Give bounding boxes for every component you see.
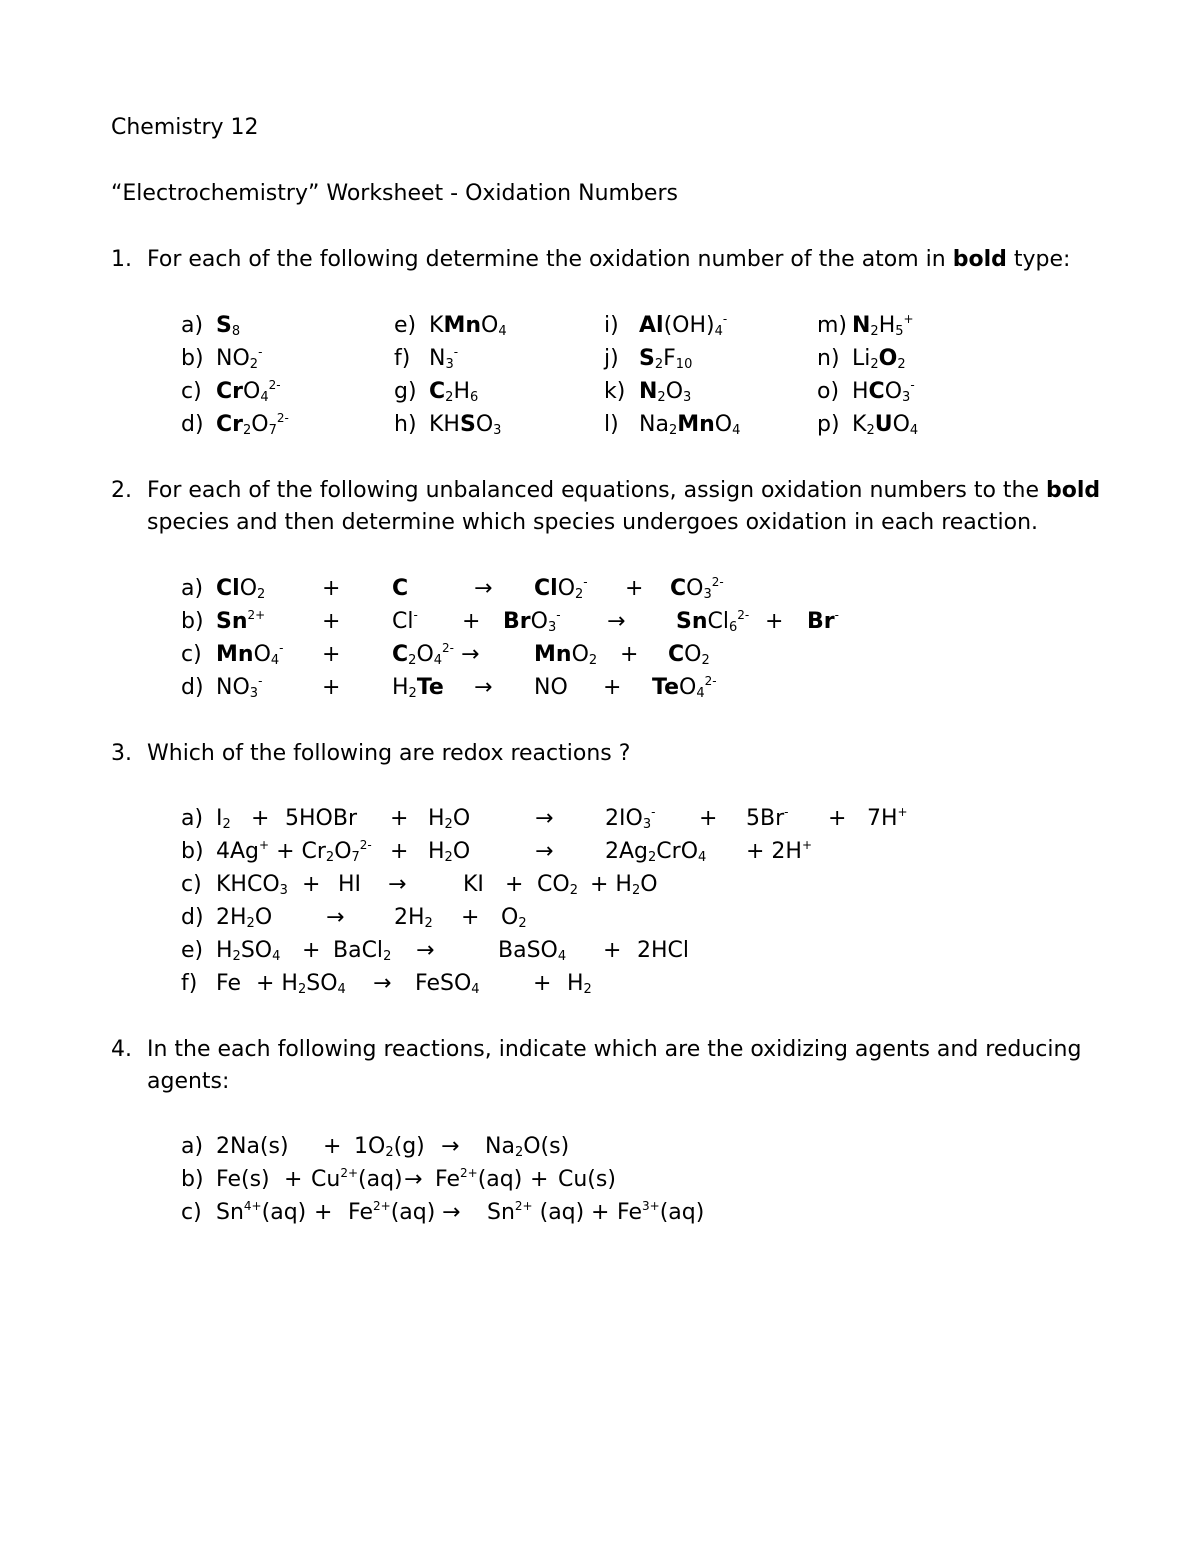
equation-term: $1O_2(g)$ [354, 1134, 425, 1160]
equation-term: + [603, 938, 622, 963]
row-label: c) [181, 642, 202, 667]
item-formula: $Al(OH)_4^-$ [639, 312, 728, 339]
equation-term: 7H+ [867, 805, 908, 831]
equation-term: → [474, 576, 493, 601]
equation-term: + [322, 642, 341, 667]
item-label: o) [817, 379, 840, 404]
item-formula: $Li_2O_2$ [852, 346, 906, 372]
equation-term: $Fe^{3+}(aq)$ [617, 1199, 705, 1225]
equation-term: + [284, 1167, 303, 1192]
item-formula: $S_8$ [216, 313, 241, 339]
item-label: b) [181, 346, 204, 371]
row-label: a) [181, 576, 204, 601]
equation-term: + [530, 1167, 549, 1192]
equation-term: $Sn^{4+}(aq)$ [216, 1199, 307, 1225]
equation-term: TeO$_4^{2-}$ [652, 674, 717, 701]
equation-term: + $H_2O$ [590, 872, 658, 898]
equation-term: → [535, 806, 554, 831]
equation-term: $H_2SO_4$ [216, 938, 281, 964]
equation-term: + [302, 872, 321, 897]
equation-term: Br- [807, 608, 839, 634]
item-label: m) [817, 313, 848, 338]
item-formula: $S_2F_{10}$ [639, 346, 693, 372]
equation-term: + [251, 806, 270, 831]
question-1-text: For each of the following determine the oxidation number of the atom in bold type: [147, 247, 1071, 272]
equation-term: $O_2$ [501, 905, 527, 931]
equation-term: → [535, 839, 554, 864]
item-formula: $Na_2MnO_4$ [639, 412, 741, 438]
equation-term: + $H_2SO_4$ [256, 971, 346, 997]
question-4-text-line2: agents: [147, 1069, 230, 1094]
equation-term: → [442, 1200, 461, 1225]
equation-term: ClO$_2$ [216, 576, 266, 602]
row-label: f) [181, 971, 198, 996]
equation-term: + [322, 609, 341, 634]
row-label: d) [181, 675, 204, 700]
item-label: c) [181, 379, 202, 404]
equation-term: BrO$_3$- [503, 608, 561, 635]
equation-term: + [625, 576, 644, 601]
equation-term: Fe [216, 971, 241, 996]
equation-term: $Fe^{2+}(aq)$ [348, 1199, 436, 1225]
equation-term: → [416, 938, 435, 963]
equation-term: $H_2Te$ [392, 675, 444, 701]
item-label: d) [181, 412, 204, 437]
equation-term: $H_2O$ [428, 806, 471, 832]
question-3-number: 3. [111, 741, 132, 766]
equation-term: $2H_2O$ [216, 905, 273, 931]
equation-term: + [699, 806, 718, 831]
question-2-text-line2: species and then determine which species undergoes oxidation in each reaction. [147, 510, 1039, 535]
equation-term: NO [534, 675, 568, 700]
equation-term: → [326, 905, 345, 930]
equation-term: $H_2$ [567, 971, 592, 997]
equation-term: Cl- [392, 608, 418, 634]
item-formula: $NO_2^-$ [216, 345, 263, 372]
item-formula: $HCO_3^-$ [852, 378, 915, 405]
equation-term: → [441, 1134, 460, 1159]
equation-term: + [302, 938, 321, 963]
equation-term: + [322, 576, 341, 601]
equation-term: → [373, 971, 392, 996]
equation-term: + [461, 905, 480, 930]
equation-term: + [462, 609, 481, 634]
question-1-number: 1. [111, 247, 132, 272]
equation-term: + [591, 1200, 610, 1225]
item-label: f) [394, 346, 411, 371]
equation-term: + [390, 806, 409, 831]
item-label: g) [394, 379, 417, 404]
equation-term: ClO$_2$- [534, 575, 588, 602]
equation-term: 5Br- [746, 805, 789, 831]
equation-term: → [474, 675, 493, 700]
equation-term: $CO_2$ [668, 642, 710, 668]
equation-term: + [314, 1200, 333, 1225]
equation-term: $CO_2$ [537, 872, 578, 898]
equation-term: $Sn^{2+}$ [216, 608, 266, 634]
row-label: e) [181, 938, 204, 963]
equation-term: $Fe^{2+}(aq)$ [435, 1166, 523, 1192]
equation-term: Fe(s) [216, 1167, 270, 1192]
item-formula: $N_2O_3$ [639, 379, 692, 405]
item-formula: CrO$_4^{2-}$ [216, 378, 281, 405]
equation-term: + [505, 872, 524, 897]
worksheet-title: “Electrochemistry” Worksheet - Oxidation Numbers [111, 181, 678, 206]
equation-term: → [404, 1167, 423, 1192]
row-label: b) [181, 839, 204, 864]
equation-term: HI [338, 872, 362, 897]
equation-term: $2H_2$ [394, 905, 433, 931]
item-formula: KMnO$_4$ [429, 313, 507, 339]
equation-term: $CO_3^{2-}$ [670, 575, 724, 602]
equation-term: $4Ag^+ + Cr_2O_7^{2-}$ [216, 838, 372, 865]
equation-term: $H_2O$ [428, 839, 471, 865]
item-formula: $N_3^-$ [429, 345, 459, 372]
item-formula: $KHSO_3$ [429, 412, 502, 438]
row-label: c) [181, 872, 202, 897]
item-label: k) [604, 379, 626, 404]
row-label: d) [181, 905, 204, 930]
equation-term: 2HCl [637, 938, 690, 963]
equation-term: $Sn^{2+}$ (aq) [487, 1199, 585, 1225]
equation-term: KI [463, 872, 484, 897]
item-label: n) [817, 346, 840, 371]
item-formula: $N_2H_5^+$ [852, 312, 914, 339]
equation-term: BaSO$_4$ [498, 938, 567, 964]
row-label: b) [181, 609, 204, 634]
equation-term: + [765, 609, 784, 634]
item-label: i) [604, 313, 619, 338]
item-formula: $K_2UO_4$ [852, 412, 919, 438]
equation-term: $NO_3^-$ [216, 674, 263, 701]
equation-term: FeSO$_4$ [415, 971, 480, 997]
equation-term: → [607, 609, 626, 634]
equation-term: Cu(s) [558, 1167, 616, 1192]
equation-term: + 2H+ [746, 838, 813, 864]
equation-term: + [620, 642, 639, 667]
row-label: c) [181, 1200, 202, 1225]
equation-term: C [392, 576, 409, 601]
question-2-number: 2. [111, 478, 132, 503]
question-4-text-line1: In the each following reactions, indicate which are the oxidizing agents and reducing [147, 1037, 1082, 1062]
equation-term: + [603, 675, 622, 700]
equation-term: $2IO_3^-$ [605, 805, 656, 832]
equation-term: $KHCO_3$ [216, 872, 288, 898]
course-name: Chemistry 12 [111, 115, 259, 140]
equation-term: $C_2O_4^{2-}$ → [392, 641, 480, 668]
equation-term: $Na_2O(s)$ [485, 1134, 570, 1160]
row-label: a) [181, 806, 204, 831]
item-label: j) [604, 346, 619, 371]
item-label: p) [817, 412, 840, 437]
equation-term: + [323, 1134, 342, 1159]
question-4-number: 4. [111, 1037, 132, 1062]
equation-term: MnO$_4$- [216, 641, 284, 668]
equation-term: BaCl$_2$ [333, 938, 392, 964]
item-label: a) [181, 313, 204, 338]
item-formula: $C_2H_6$ [429, 379, 479, 405]
question-3-text: Which of the following are redox reactions ? [147, 741, 631, 766]
equation-term: $I_2$ [216, 806, 231, 832]
equation-term: + [390, 839, 409, 864]
equation-term: SnCl$_6^{2-}$ [676, 608, 750, 635]
item-label: h) [394, 412, 417, 437]
row-label: b) [181, 1167, 204, 1192]
equation-term: $2Ag_2CrO_4$ [605, 839, 707, 865]
item-formula: $Cr_2O_7^{2-}$ [216, 411, 289, 438]
item-label: e) [394, 313, 417, 338]
equation-term: + [533, 971, 552, 996]
equation-term: $Cu^{2+}(aq)$ [311, 1166, 403, 1192]
question-2-text-line1: For each of the following unbalanced equations, assign oxidation numbers to the bold [147, 478, 1101, 503]
equation-term: 5HOBr [285, 806, 357, 831]
row-label: a) [181, 1134, 204, 1159]
equation-term: 2Na(s) [216, 1134, 289, 1159]
equation-term: + [322, 675, 341, 700]
item-label: l) [604, 412, 619, 437]
equation-term: MnO$_2$ [534, 642, 598, 668]
equation-term: + [828, 806, 847, 831]
equation-term: → [388, 872, 407, 897]
